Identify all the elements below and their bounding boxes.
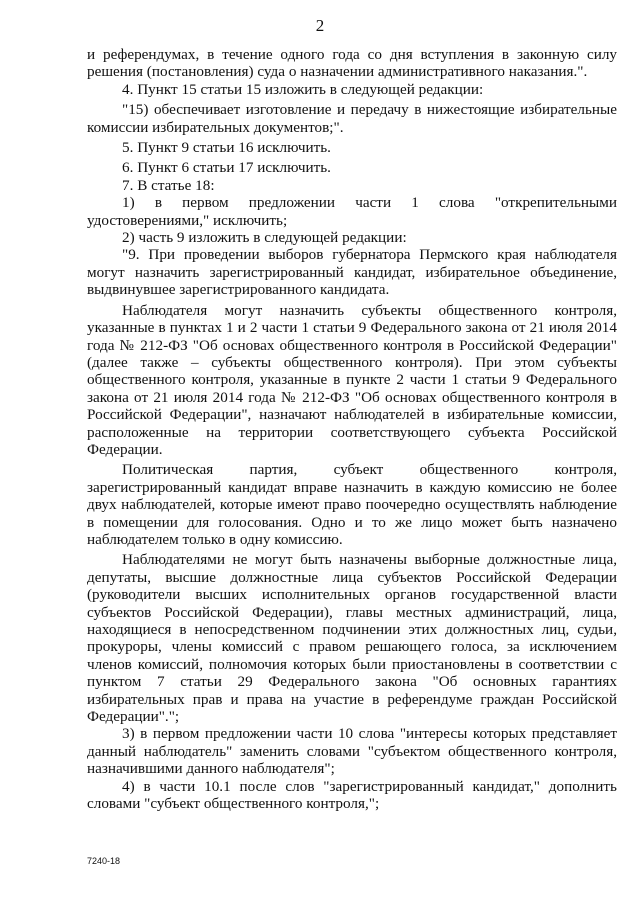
paragraph-political-party: Политическая партия, субъект общественного контроля, зарегистрированный кандидат вправе назначить в каждую комиссию не более двух наблюдателей, которые имеют право поочередно осуществлять наблюдение в помещении для голосования. Одно и то же лицо может быть назначено наблюдателем только в одну комиссию. bbox=[87, 461, 617, 548]
paragraph-subitem-1: 1) в первом предложении части 1 слова "открепительными удостоверениями," исключить; bbox=[87, 194, 617, 229]
document-body bbox=[87, 46, 617, 812]
paragraph-item-4: 4. Пункт 15 статьи 15 изложить в следующей редакции: bbox=[122, 80, 484, 98]
paragraph-item-7: 7. В статье 18: bbox=[122, 176, 215, 194]
page-number: 2 bbox=[315, 16, 325, 35]
paragraph-item-5: 5. Пункт 9 статьи 16 исключить. bbox=[122, 139, 331, 157]
paragraph-item-15-text: "15) обеспечивает изготовление и передачу в нижестоящие избирательные комиссии избирательных документов;". bbox=[87, 101, 617, 136]
paragraph-subitem-2: 2) часть 9 изложить в следующей редакции: bbox=[122, 229, 407, 247]
paragraph-subitem-3: 3) в первом предложении части 10 слова "интересы которых представляет данный наблюдатель" заменить словами "субъектом общественного контроля, назначившими данного наблюдателя"; bbox=[87, 725, 617, 778]
paragraph-part-9-intro: "9. При проведении выборов губернатора Пермского края наблюдателя могут назначить зарегистрированный кандидат, избирательное объединение, выдвинувшее зарегистрированного кандидата. bbox=[87, 246, 617, 299]
document-code: 7240-18 bbox=[87, 856, 121, 866]
paragraph-item-6: 6. Пункт 6 статьи 17 исключить. bbox=[122, 159, 331, 177]
paragraph-public-control: Наблюдателя могут назначить субъекты общественного контроля, указанные в пунктах 1 и 2 части 1 статьи 9 Федерального закона от 21 июля 2014 года № 212-ФЗ "Об основах общественного контроля в Российской Федерации" (далее также – субъекты общественного контроля). При этом субъекты общественного контроля, указанные в пункте 2 части 1 статьи 9 Федерального закона от 21 июля 2014 года № 212-ФЗ "Об основах общественного контроля в Российской Федерации", назначают наблюдателей в избирательные комиссии, расположенные на территории соответствующего субъекта Российской Федерации. bbox=[87, 301, 617, 458]
paragraph-continuation: и референдумах, в течение одного года со дня вступления в законную силу решения (постановления) суда о назначении административного наказания.". bbox=[87, 46, 617, 81]
paragraph-restrictions: Наблюдателями не могут быть назначены выборные должностные лица, депутаты, высшие должностные лица субъектов Российской Федерации (руководители высших исполнительных органов государственной власти субъектов Российской Федерации), главы местных администраций, лица, находящиеся в непосредственном подчинении этих должностных лиц, судьи, прокуроры, члены комиссий с правом решающего голоса, за исключением членов комиссий, полномочия которых были приостановлены в соответствии с пунктом 7 статьи 29 Федерального закона "Об основных гарантиях избирательных прав и права на участие в референдуме граждан Российской Федерации"."; bbox=[87, 551, 617, 726]
paragraph-subitem-4: 4) в части 10.1 после слов "зарегистрированный кандидат," дополнить словами "субъект общественного контроля,"; bbox=[87, 777, 617, 813]
